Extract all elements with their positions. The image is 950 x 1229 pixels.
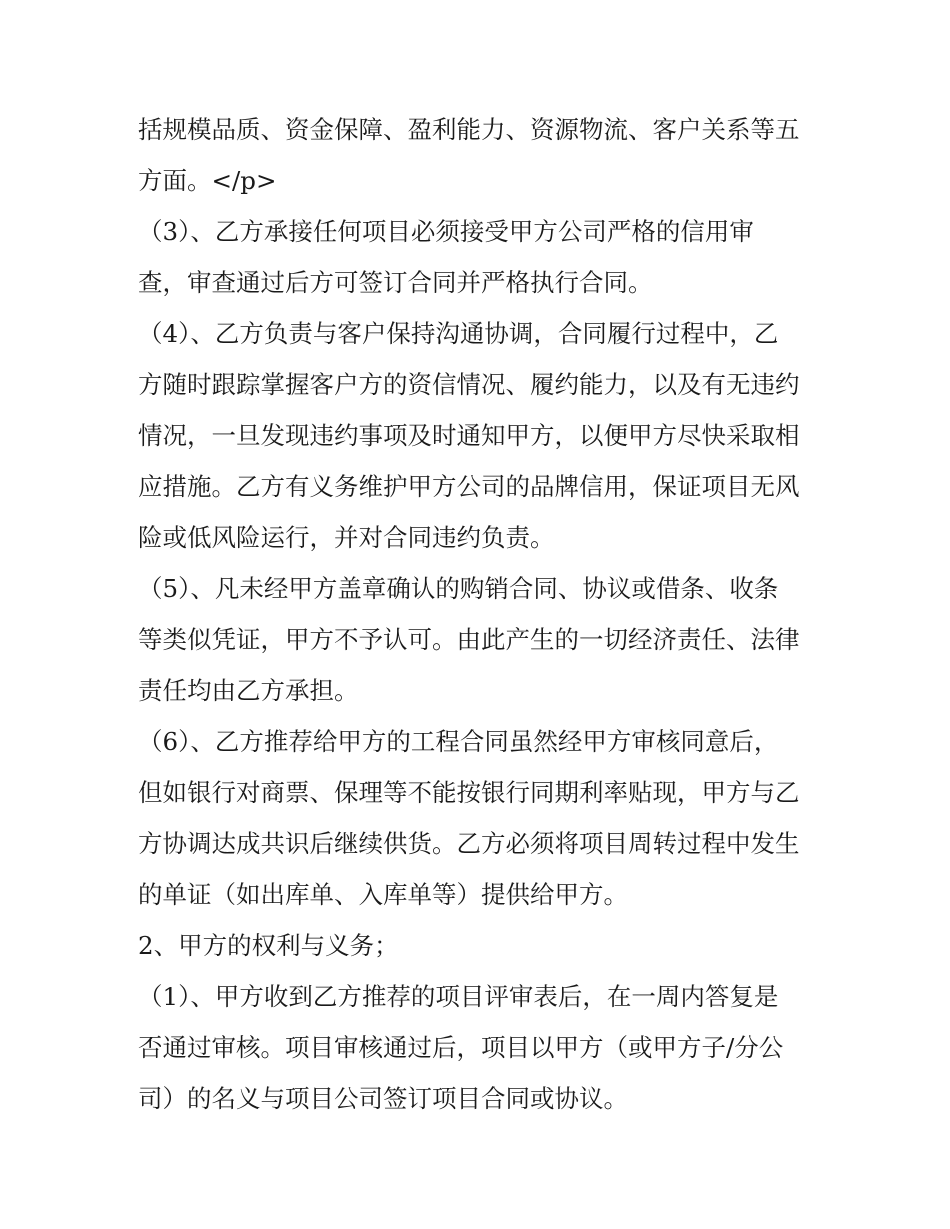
text-line: 方随时跟踪掌握客户方的资信情况、履约能力，以及有无违约	[138, 370, 800, 399]
text-line: （5）、凡未经甲方盖章确认的购销合同、协议或借条、收条	[138, 574, 779, 603]
text-line: （1）、甲方收到乙方推荐的项目评审表后，在一周内答复是	[138, 982, 779, 1011]
text-line: 应措施。乙方有义务维护甲方公司的品牌信用，保证项目无风	[138, 472, 800, 501]
text-line: 责任均由乙方承担。	[138, 676, 359, 705]
paragraph-party-a-item-1	[138, 971, 828, 1124]
text-line: 括规模品质、资金保障、盈利能力、资源物流、客户关系等五	[138, 115, 800, 144]
text-line: 情况，一旦发现违约事项及时通知甲方，以便甲方尽快采取相	[138, 421, 800, 450]
text-line: 方面。</p>	[138, 166, 277, 195]
paragraph-item-5	[138, 563, 828, 716]
text-line: 险或低风险运行，并对合同违约负责。	[138, 523, 555, 552]
text-line: 方协调达成共识后继续供货。乙方必须将项目周转过程中发生	[138, 829, 800, 858]
text-line: （4）、乙方负责与客户保持沟通协调，合同履行过程中，乙	[138, 319, 779, 348]
text-line: 司）的名义与项目公司签订项目合同或协议。	[138, 1084, 628, 1113]
document-body	[138, 104, 828, 1124]
text-line: 的单证（如出库单、入库单等）提供给甲方。	[138, 880, 628, 909]
text-line: 等类似凭证，甲方不予认可。由此产生的一切经济责任、法律	[138, 625, 800, 654]
text-line: 2、甲方的权利与义务；	[138, 931, 399, 960]
paragraph-item-6	[138, 716, 828, 920]
text-line: 查，审查通过后方可签订合同并严格执行合同。	[138, 268, 653, 297]
paragraph-item-3	[138, 206, 828, 308]
text-line: （6）、乙方推荐给甲方的工程合同虽然经甲方审核同意后，	[138, 727, 779, 756]
section-heading-party-a-rights	[138, 920, 828, 971]
text-line: （3）、乙方承接任何项目必须接受甲方公司严格的信用审	[138, 217, 754, 246]
text-line: 但如银行对商票、保理等不能按银行同期利率贴现，甲方与乙	[138, 778, 800, 807]
text-line: 否通过审核。项目审核通过后，项目以甲方（或甲方子/分公	[138, 1033, 784, 1062]
paragraph-item-4	[138, 308, 828, 563]
paragraph-scope-continuation	[138, 104, 828, 206]
